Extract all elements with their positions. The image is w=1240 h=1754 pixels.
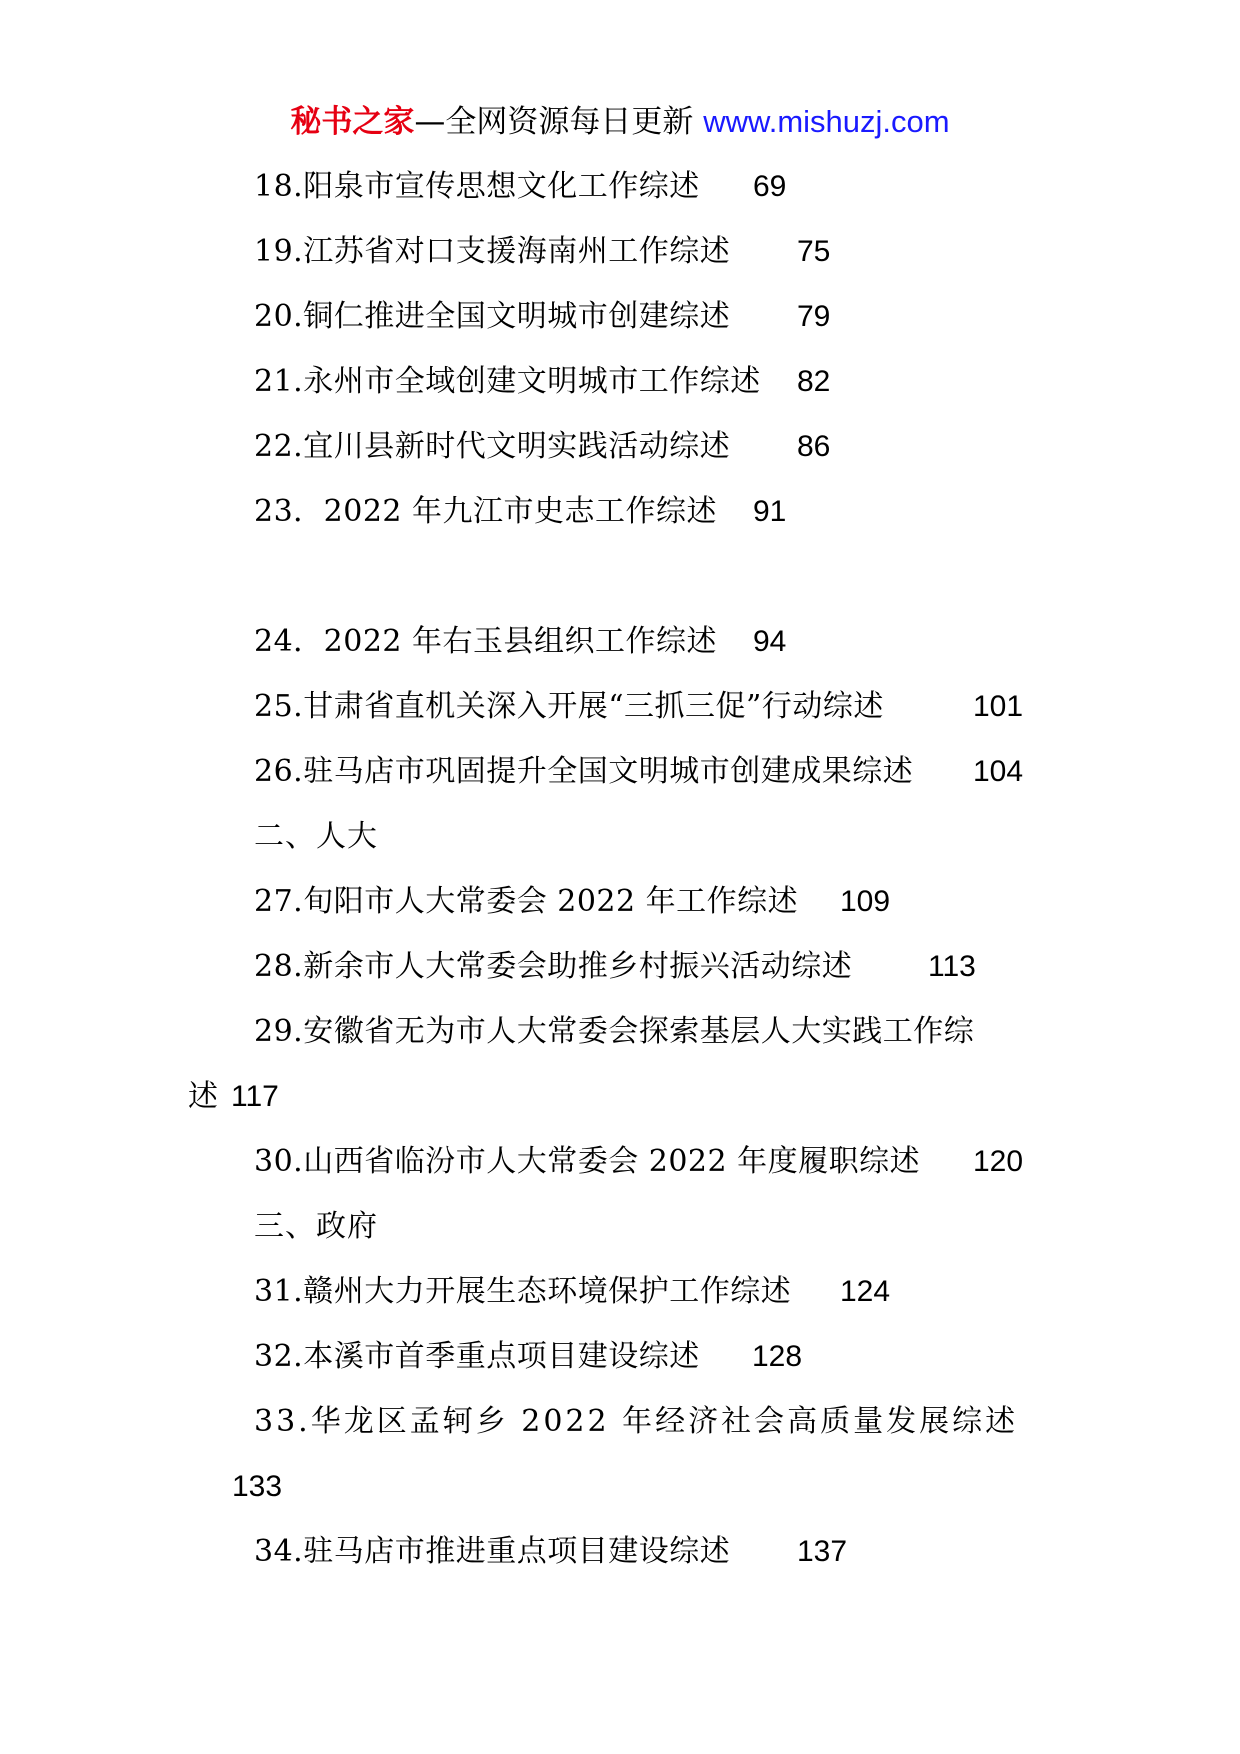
toc-page-number: 120 (973, 1145, 1024, 1178)
toc-page-number: 109 (840, 885, 891, 918)
website-link[interactable]: www.mishuzj.com (703, 104, 950, 139)
toc-entry-title: 28.新余市人大常委会助推乡村振兴活动综述 (254, 949, 853, 984)
toc-page-number: 137 (797, 1535, 848, 1568)
section-heading: 二、人大 (254, 819, 378, 854)
toc-entry-title: 21.永州市全域创建文明城市工作综述 (254, 364, 761, 399)
toc-page-number: 69 (753, 170, 787, 203)
toc-entry-title: 26.驻马店市巩固提升全国文明城市创建成果综述 (254, 754, 914, 789)
toc-page-number: 117 (231, 1080, 279, 1113)
toc-entry-title: 30.山西省临汾市人大常委会 2022 年度履职综述 (254, 1144, 921, 1179)
toc-page-number: 104 (973, 755, 1024, 788)
toc-page-number: 94 (753, 625, 787, 658)
brand-name: 秘书之家 (290, 104, 415, 140)
toc-page-number: 133 (232, 1470, 283, 1503)
toc-page-number: 79 (797, 300, 831, 333)
toc-page-number: 86 (797, 430, 831, 463)
toc-entry-title: 31.赣州大力开展生态环境保护工作综述 (254, 1274, 792, 1309)
toc-entry-title: 22.宜川县新时代文明实践活动综述 (254, 429, 731, 464)
page-header (0, 102, 1240, 142)
toc-page-number: 124 (840, 1275, 891, 1308)
toc-entry-continuation: 述 (188, 1079, 219, 1114)
toc-entry-title: 32.本溪市首季重点项目建设综述 (254, 1339, 700, 1374)
toc-entry-title: 33.华龙区孟轲乡 2022 年经济社会高质量发展综述 (254, 1404, 1019, 1439)
toc-page-number: 91 (753, 495, 787, 528)
toc-entry-title: 19.江苏省对口支援海南州工作综述 (254, 234, 731, 269)
toc-entry-title: 20.铜仁推进全国文明城市创建综述 (254, 299, 731, 334)
toc-page-number: 128 (752, 1340, 803, 1373)
toc-entry-title: 23．2022 年九江市史志工作综述 (254, 494, 718, 529)
toc-page-number: 82 (797, 365, 831, 398)
toc-page-number: 101 (973, 690, 1024, 723)
toc-entry-title: 34.驻马店市推进重点项目建设综述 (254, 1534, 731, 1569)
toc-entry-title: 18.阳泉市宣传思想文化工作综述 (254, 169, 700, 204)
section-heading: 三、政府 (254, 1209, 378, 1244)
toc-page-number: 75 (797, 235, 831, 268)
toc-entry-title: 27.旬阳市人大常委会 2022 年工作综述 (254, 884, 799, 919)
toc-page-number: 113 (928, 950, 976, 983)
header-tagline: —全网资源每日更新 (414, 104, 704, 140)
toc-entry-title: 25.甘肃省直机关深入开展“三抓三促”行动综述 (254, 689, 884, 724)
toc-entry-title: 24．2022 年右玉县组织工作综述 (254, 624, 718, 659)
toc-entry-title: 29.安徽省无为市人大常委会探索基层人大实践工作综 (254, 1014, 975, 1049)
